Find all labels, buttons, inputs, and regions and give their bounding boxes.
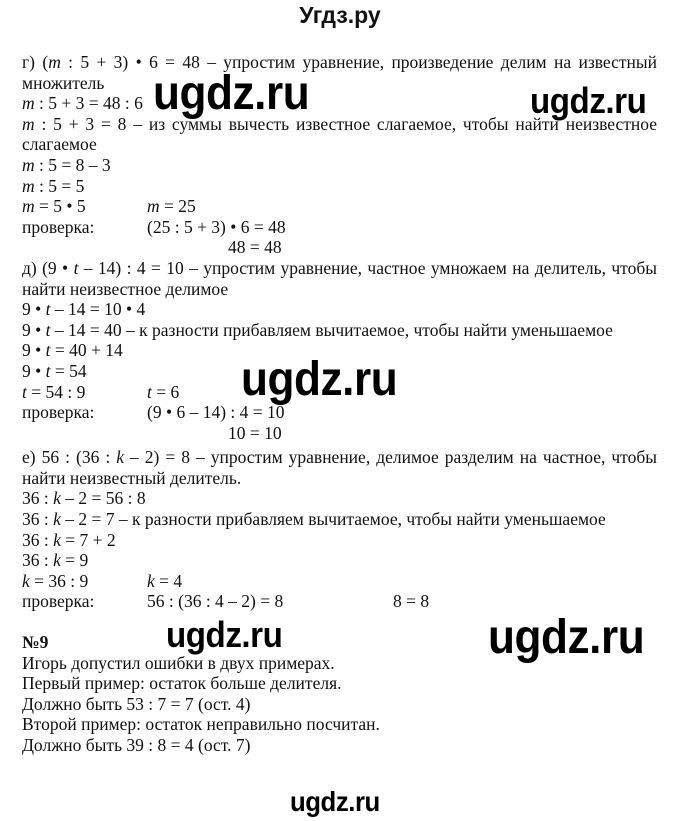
text-line: Игорь допустил ошибки в двух примерах.: [22, 652, 335, 673]
check-result-line: [22, 423, 657, 444]
solve-line: [22, 571, 657, 592]
watermark: ugdz.ru: [290, 786, 380, 817]
text-line: m : 5 + 3 = 48 : 6: [22, 93, 143, 114]
text-line: Должно быть 39 : 8 = 4 (ост. 7): [22, 735, 251, 755]
text-line: 9 • t = 54: [22, 360, 87, 381]
text-line: 9 • t – 14 = 10 • 4: [22, 299, 146, 320]
check-label: проверка:: [22, 591, 95, 612]
check-label: проверка:: [22, 402, 95, 423]
check-result-line: [22, 237, 657, 258]
check-result: 8 = 8: [393, 591, 430, 612]
solve-right: t = 6: [147, 381, 180, 402]
text-line: найти неизвестный делитель.: [22, 467, 242, 488]
task-heading: №9: [22, 632, 49, 653]
text-line: е) 56 : (36 : k – 2) = 8 – упростим уравнение, делимое разделим на частное, чтобы: [22, 447, 657, 468]
check-result: 10 = 10: [228, 422, 282, 443]
solve-left: t = 54 : 9: [22, 381, 86, 402]
check-expression: 56 : (36 : 4 – 2) = 8: [147, 591, 284, 612]
solve-left: m = 5 • 5: [22, 196, 86, 217]
text-line: m : 5 + 3 = 8 – из суммы вычесть известное слагаемое, чтобы найти неизвестное: [22, 113, 657, 134]
text-line: m : 5 = 8 – 3: [22, 154, 111, 175]
solve-right: m = 25: [147, 196, 196, 217]
text-line: 9 • t = 40 + 14: [22, 340, 123, 361]
text-line: 36 : k = 7 + 2: [22, 529, 116, 550]
solve-right: k = 4: [147, 570, 183, 591]
text-line: Должно быть 53 : 7 = 7 (ост. 4): [22, 693, 251, 714]
check-expression: (9 • 6 – 14) : 4 = 10: [147, 402, 285, 423]
text-line: 36 : k = 9: [22, 550, 89, 571]
check-label: проверка:: [22, 216, 95, 237]
watermark: ugdz.ru: [166, 614, 283, 655]
text-line: 36 : k – 2 = 56 : 8: [22, 488, 146, 509]
solve-line: [22, 196, 657, 217]
watermark: ugdz.ru: [488, 611, 645, 664]
text-line: множитель: [22, 72, 105, 93]
text-line: г) (m : 5 + 3) • 6 = 48 – упростим уравнение, произведение делим на известный: [22, 52, 657, 72]
text-line: д) (9 • t – 14) : 4 = 10 – упростим уравнение, частное умножаем на делитель, чтобы: [22, 257, 657, 278]
check-line: [22, 591, 657, 612]
site-title: Угдз.ру: [299, 2, 381, 28]
watermark: ugdz.ru: [530, 80, 647, 121]
watermark: ugdz.ru: [153, 67, 310, 120]
text-line: Первый пример: остаток больше делителя.: [22, 673, 342, 694]
solve-left: k = 36 : 9: [22, 570, 89, 591]
text-line: Второй пример: остаток неправильно посчитан.: [22, 714, 380, 735]
text-line: m : 5 = 5: [22, 175, 85, 196]
text-line: слагаемое: [22, 134, 97, 155]
text-line: 9 • t – 14 = 40 – к разности прибавляем вычитаемое, чтобы найти уменьшаемое: [22, 319, 613, 340]
check-result: 48 = 48: [228, 237, 282, 258]
check-expression: (25 : 5 + 3) • 6 = 48: [147, 216, 286, 237]
watermark: ugdz.ru: [241, 353, 398, 406]
check-line: [22, 217, 657, 238]
text-line: найти неизвестное делимое: [22, 278, 229, 299]
text-line: 36 : k – 2 = 7 – к разности прибавляем вычитаемое, чтобы найти уменьшаемое: [22, 509, 606, 530]
